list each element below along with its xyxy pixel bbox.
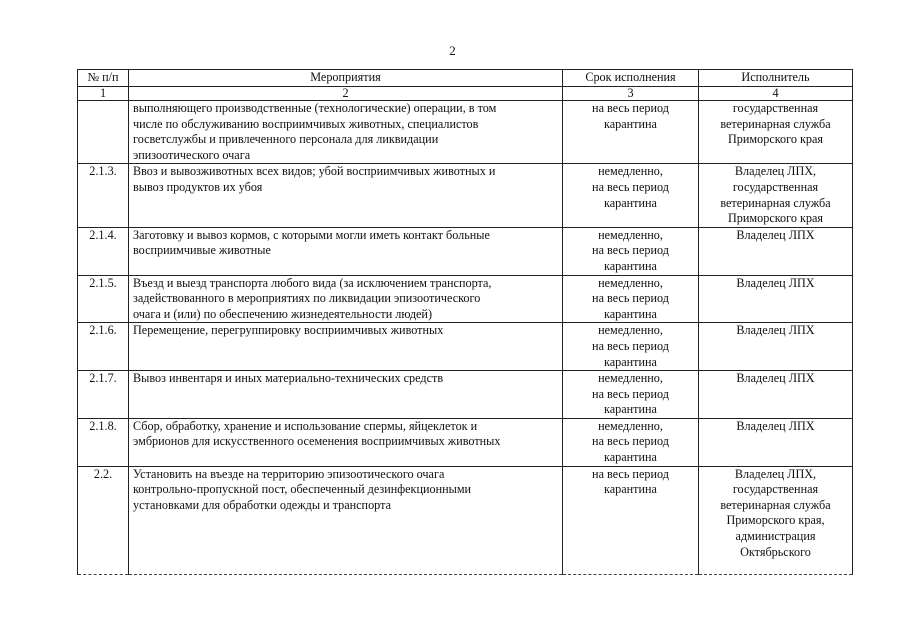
table-body <box>78 101 853 575</box>
term-text-line: на весь период <box>592 179 669 194</box>
term-text-line: на весь период <box>592 386 669 401</box>
term-text-line: на весь период <box>592 291 669 306</box>
row-number-cell: 2.1.5. <box>78 275 129 323</box>
measure-text-line: Въезд и выезд транспорта любого вида (за исключением транспорта, <box>133 275 492 290</box>
term-text-cell <box>563 323 699 371</box>
executor-text-line: государственная <box>732 101 819 115</box>
row-number-cell: 2.1.7. <box>78 371 129 419</box>
term-text-line: карантина <box>604 354 657 369</box>
executor-text-cell <box>699 227 853 275</box>
executor-text-line: государственная <box>732 179 819 194</box>
row-number-cell <box>78 101 129 164</box>
header-measure: Мероприятия <box>129 70 563 87</box>
measure-text-line: вывоз продуктов их убоя <box>133 179 263 194</box>
table-row <box>78 371 853 419</box>
executor-text-line: ветеринарная служба <box>720 497 831 512</box>
measure-text-line: очага и (или) по обеспечению жизнедеятельности людей) <box>133 306 433 321</box>
term-text-line: карантина <box>604 450 657 465</box>
executor-text-cell <box>699 275 853 323</box>
term-text-line: карантина <box>604 482 657 497</box>
executor-text-cell <box>699 418 853 466</box>
term-text-cell <box>563 101 699 164</box>
measure-text-cell <box>129 275 563 323</box>
term-text-line: немедленно, <box>598 371 663 386</box>
measure-text-line: восприимчивые животные <box>133 243 271 258</box>
term-text-cell <box>563 275 699 323</box>
row-number-cell: 2.1.6. <box>78 323 129 371</box>
header-executor: Исполнитель <box>699 70 853 87</box>
column-number: 1 <box>78 87 129 101</box>
header-num: № п/п <box>78 70 129 87</box>
term-text-cell <box>563 164 699 227</box>
executor-text-line: администрация <box>735 529 816 544</box>
measure-text-line: Заготовку и вывоз кормов, с которыми могли иметь контакт больные <box>133 227 490 242</box>
executor-text-line: Владелец ЛПХ <box>736 418 815 433</box>
term-text-line: карантина <box>604 195 657 210</box>
header-term: Срок исполнения <box>563 70 699 87</box>
row-number-cell: 2.1.3. <box>78 164 129 227</box>
executor-text-line: Владелец ЛПХ, <box>734 164 817 179</box>
term-text-line: карантина <box>604 116 657 131</box>
table-row <box>78 227 853 275</box>
executor-text-line: Владелец ЛПХ <box>736 371 815 386</box>
measure-text-cell <box>129 227 563 275</box>
executor-text-line: государственная <box>732 482 819 497</box>
measure-text-line: установками для обработки одежды и транспорта <box>133 497 391 512</box>
term-text-line: на весь период <box>592 466 669 481</box>
measure-text-line: Установить на въезде на территорию эпизоотического очага <box>133 466 445 481</box>
term-text-cell <box>563 418 699 466</box>
measure-text-line: числе по обслуживанию восприимчивых животных, специалистов <box>133 116 479 131</box>
measure-text-cell <box>129 371 563 419</box>
measures-table <box>77 69 853 575</box>
executor-text-cell <box>699 101 853 164</box>
table-row <box>78 164 853 227</box>
term-text-cell <box>563 466 699 574</box>
term-text-line: на весь период <box>592 434 669 449</box>
term-text-line: немедленно, <box>598 418 663 433</box>
measure-text-line: Перемещение, перегруппировку восприимчивых животных <box>133 323 444 338</box>
term-text-line: на весь период <box>592 243 669 258</box>
page-number: 2 <box>449 43 456 58</box>
measure-text-cell <box>129 418 563 466</box>
term-text-line: немедленно, <box>598 323 663 338</box>
executor-text-cell <box>699 371 853 419</box>
measure-text-line: Ввоз и вывозживотных всех видов; убой восприимчивых животных и <box>133 164 496 179</box>
row-number-cell: 2.1.4. <box>78 227 129 275</box>
measure-text-line: эпизоотического очага <box>133 147 251 162</box>
table-row <box>78 275 853 323</box>
table-row <box>78 418 853 466</box>
executor-text-cell <box>699 323 853 371</box>
row-number-cell: 2.2. <box>78 466 129 574</box>
column-number: 3 <box>563 87 699 101</box>
executor-text-line: Приморского края <box>728 211 823 226</box>
executor-text-cell <box>699 164 853 227</box>
table-row <box>78 101 853 164</box>
measure-text-cell <box>129 101 563 164</box>
measure-text-line: выполняющего производственные (технологические) операции, в том <box>133 101 497 115</box>
measure-text-cell <box>129 323 563 371</box>
term-text-line: немедленно, <box>598 275 663 290</box>
measure-text-line: эмбрионов для искусственного осеменения восприимчивых животных <box>133 434 501 449</box>
column-number: 4 <box>699 87 853 101</box>
executor-text-line: Владелец ЛПХ, <box>734 466 817 481</box>
measure-text-cell <box>129 164 563 227</box>
term-text-line: немедленно, <box>598 227 663 242</box>
table-header-row <box>78 70 853 87</box>
executor-text-line: Владелец ЛПХ <box>736 275 815 290</box>
measure-text-line: контрольно-пропускной пост, обеспеченный дезинфекционными <box>133 482 472 497</box>
executor-text-cell <box>699 466 853 574</box>
term-text-line: на весь период <box>592 101 669 115</box>
table-row <box>78 323 853 371</box>
term-text-line: на весь период <box>592 338 669 353</box>
column-number: 2 <box>129 87 563 101</box>
executor-text-line: Октябрьского <box>740 544 811 559</box>
term-text-line: немедленно, <box>598 164 663 179</box>
row-number-cell: 2.1.8. <box>78 418 129 466</box>
measure-text-line: Вывоз инвентаря и иных материально-технических средств <box>133 371 444 386</box>
measure-text-line: госветслужбы и привлеченного персонала для ликвидации <box>133 132 439 147</box>
executor-text-line: Владелец ЛПХ <box>736 323 815 338</box>
executor-text-line: Приморского края, <box>726 513 825 528</box>
measure-text-line: Сбор, обработку, хранение и использование спермы, яйцеклеток и <box>133 418 478 433</box>
measure-text-line: задействованного в мероприятиях по ликвидации эпизоотического <box>133 291 481 306</box>
executor-text-line: Владелец ЛПХ <box>736 227 815 242</box>
measure-text-cell <box>129 466 563 574</box>
executor-text-line: Приморского края <box>728 132 823 147</box>
term-text-cell <box>563 227 699 275</box>
term-text-line: карантина <box>604 402 657 417</box>
table-row <box>78 466 853 574</box>
term-text-line: карантина <box>604 258 657 273</box>
term-text-cell <box>563 371 699 419</box>
executor-text-line: ветеринарная служба <box>720 195 831 210</box>
term-text-line: карантина <box>604 306 657 321</box>
executor-text-line: ветеринарная служба <box>720 116 831 131</box>
column-number-row <box>78 87 853 101</box>
